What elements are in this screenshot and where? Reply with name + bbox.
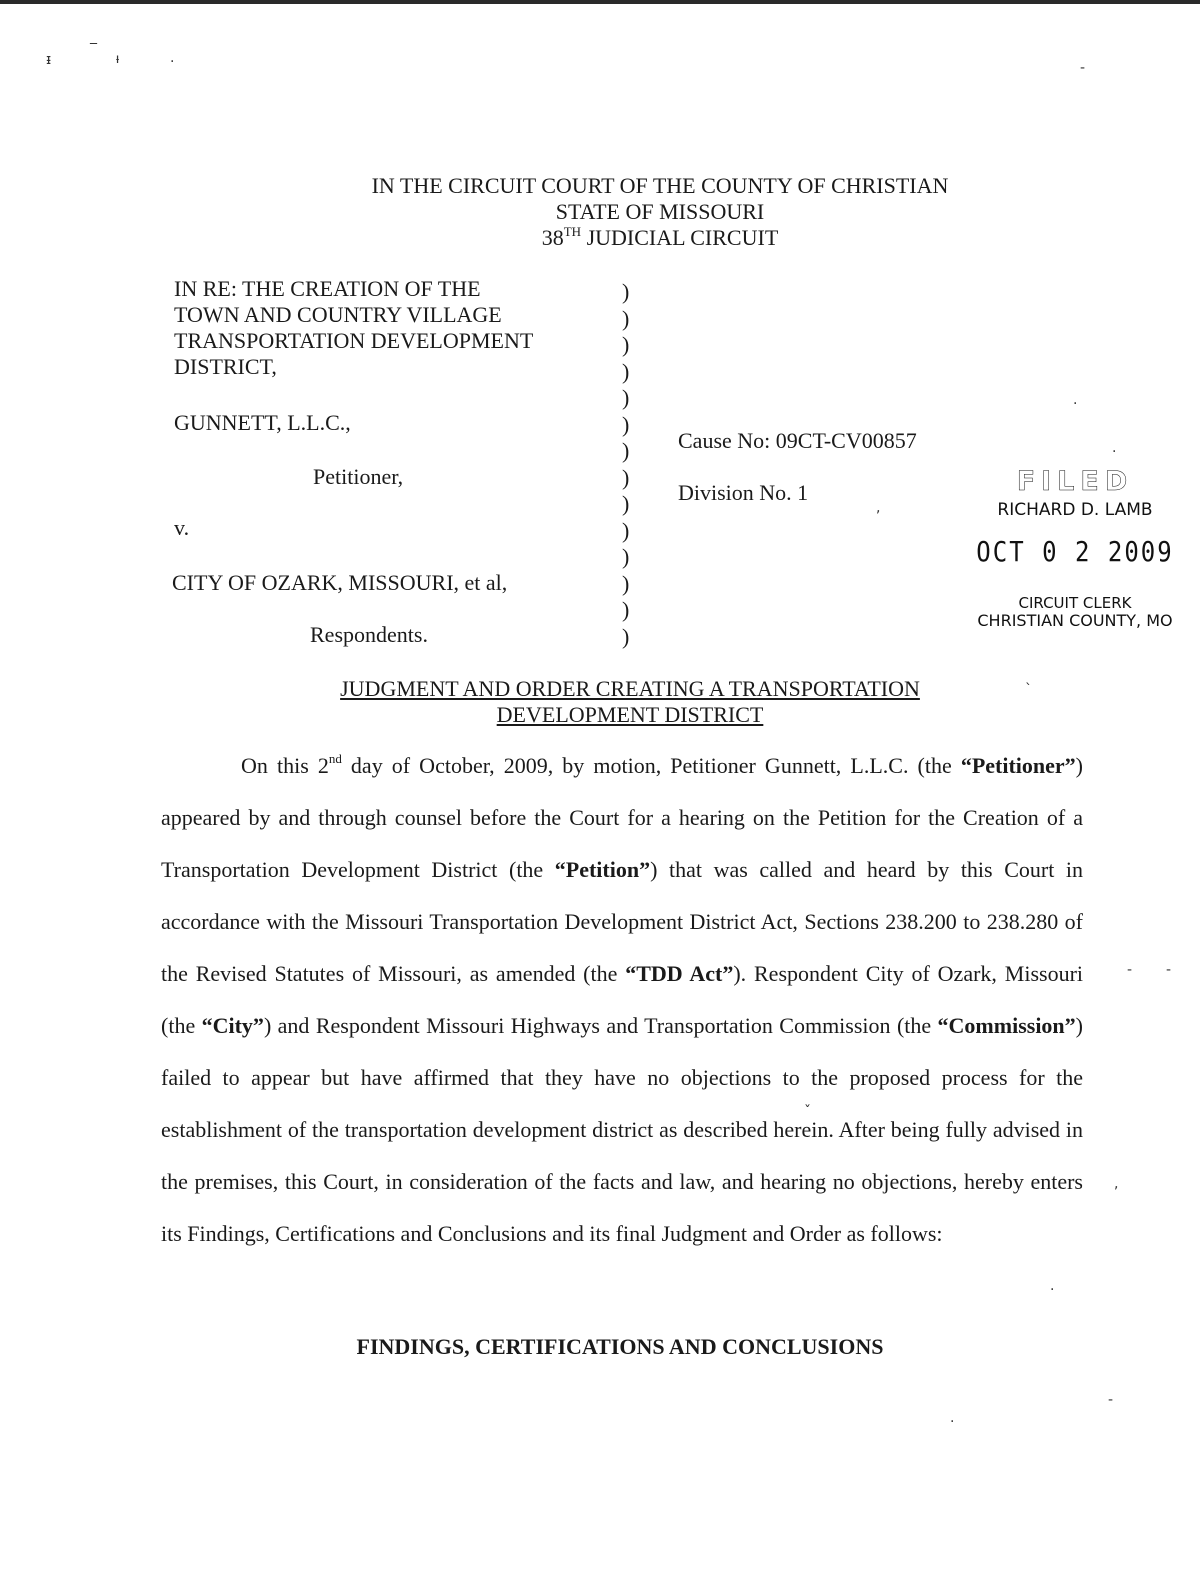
filed-stamp (955, 466, 1195, 630)
court-header (300, 173, 1020, 251)
caption-paren: ) (622, 385, 630, 410)
ordinal-suffix: nd (328, 751, 342, 766)
body-text: ) failed to appear but have affirmed that they have no objections to the proposed process for the establishment of the transportation development district as described herein. After being fully advised in the premises, this Court, in consideration of the facts and law, and hearing no objections, hereby enters its Findings, Certifications and Conclusions and its final Judgment and Order as follows: (161, 1013, 1083, 1246)
circuit-number: 38 (541, 225, 564, 250)
body-text: ) appeared by and through counsel before the Court for a hearing on the Petition for the Creation of a Transportation Development District (the (161, 753, 1083, 882)
respondent-name: CITY OF OZARK, MISSOURI, et al, (172, 570, 508, 595)
body-text: ). Respondent City of Ozark, Missouri (the (161, 961, 1084, 1038)
petitioner-name: GUNNETT, L.L.C., (174, 410, 351, 435)
caption-paren: ) (622, 491, 630, 516)
petitioner-role: Petitioner, (313, 464, 404, 489)
page-top-edge (0, 0, 1200, 4)
caption-parentheses (622, 279, 642, 650)
filed-date: OCT 0 2 2009 (976, 535, 1174, 569)
defined-term-tdd-act: “TDD Act” (625, 961, 734, 986)
caption-paren: ) (622, 305, 630, 331)
in-re-line: TOWN AND COUNTRY VILLAGE (174, 302, 502, 327)
clerk-name: RICHARD D. LAMB (997, 500, 1153, 520)
caption-paren: ) (622, 517, 630, 543)
document-title-line: JUDGMENT AND ORDER CREATING A TRANSPORTATION (340, 676, 920, 701)
document-title-line: DEVELOPMENT DISTRICT (496, 702, 764, 727)
court-state: STATE OF MISSOURI (555, 199, 765, 224)
opening-paragraph (161, 740, 1083, 1260)
caption-paren: ) (622, 438, 630, 463)
caption-paren: ) (622, 411, 630, 437)
filed-label: FILED (1016, 466, 1134, 497)
case-caption (174, 276, 594, 380)
body-text: ) that was called and heard by this Court in accordance with the Missouri Transportation Development District Act, Sections 238.200 to 238.280 of the Revised Statutes of Missouri, as amended (the (161, 857, 1083, 986)
circuit-label: JUDICIAL CIRCUIT (581, 225, 779, 250)
document-title (260, 676, 1000, 728)
body-text: On this 2 (241, 753, 329, 778)
circuit-ordinal: TH (563, 224, 582, 239)
defined-term-commission: “Commission” (937, 1013, 1076, 1038)
body-text: day of October, 2009, by motion, Petitioner Gunnett, L.L.C. (the (341, 753, 961, 778)
in-re-line: TRANSPORTATION DEVELOPMENT (174, 328, 534, 353)
caption-paren: ) (622, 570, 630, 596)
defined-term-petition: “Petition” (554, 857, 651, 882)
section-heading: FINDINGS, CERTIFICATIONS AND CONCLUSIONS (356, 1334, 884, 1359)
in-re-block (174, 276, 594, 380)
caption-paren: ) (622, 332, 630, 357)
defined-term-petitioner: “Petitioner” (960, 753, 1076, 778)
division-number: Division No. 1 (678, 480, 809, 505)
defined-term-city: “City” (201, 1013, 264, 1038)
caption-paren: ) (622, 623, 630, 649)
court-circuit (300, 225, 1020, 251)
caption-paren: ) (622, 464, 630, 490)
clerk-office: CIRCUIT CLERK (1018, 594, 1132, 612)
caption-paren: ) (622, 597, 630, 622)
caption-paren: ) (622, 279, 630, 304)
caption-paren: ) (622, 358, 630, 384)
versus: v. (174, 515, 190, 540)
caption-paren: ) (622, 544, 630, 569)
clerk-county: CHRISTIAN COUNTY, MO (977, 611, 1173, 630)
cause-number: Cause No: 09CT-CV00857 (678, 428, 917, 453)
respondent-role: Respondents. (310, 622, 428, 647)
in-re-line: DISTRICT, (174, 354, 277, 379)
in-re-line: IN RE: THE CREATION OF THE (174, 276, 481, 301)
court-name: IN THE CIRCUIT COURT OF THE COUNTY OF CHRISTIAN (371, 173, 949, 198)
body-text: ) and Respondent Missouri Highways and Transportation Commission (the (263, 1013, 938, 1038)
